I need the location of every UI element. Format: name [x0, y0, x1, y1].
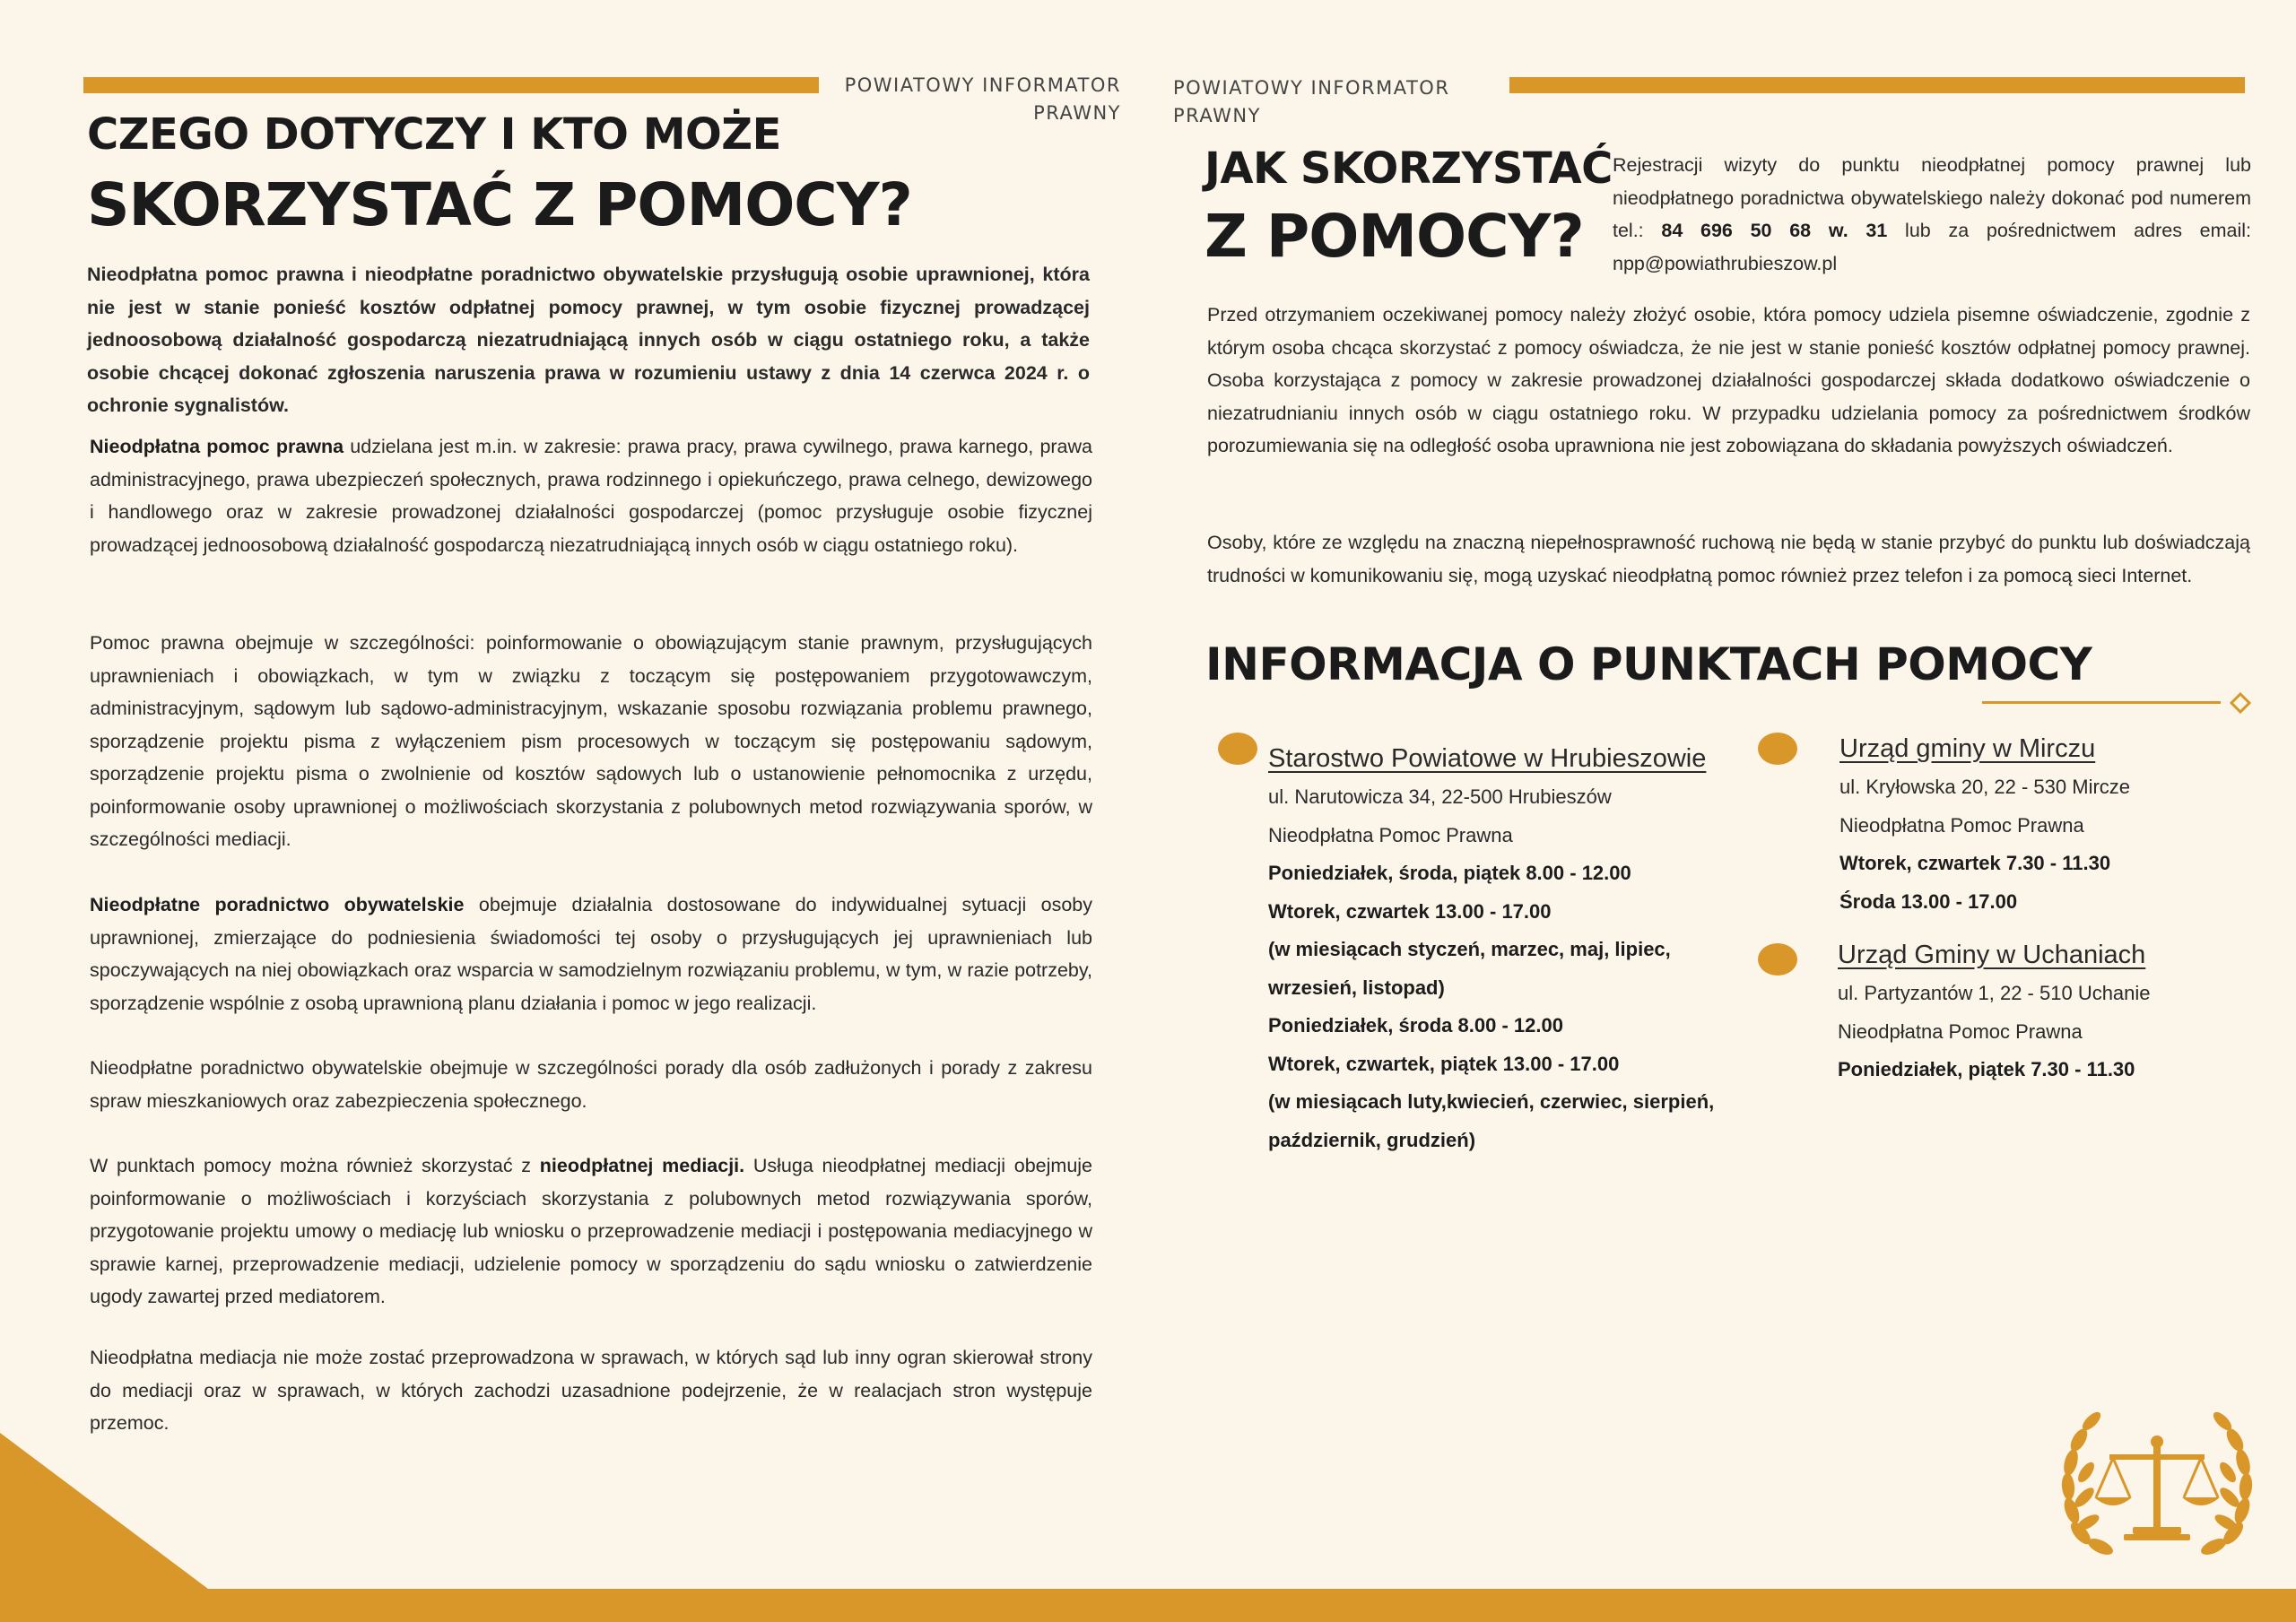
- point-hours-line: październik, grudzień): [1268, 1128, 1476, 1151]
- registration-phone: 84 696 50 68 w. 31: [1661, 220, 1888, 241]
- point-hours-line: Wtorek, czwartek, piątek 13.00 - 17.00: [1268, 1052, 1620, 1075]
- scales-of-justice-laurel-icon: [2054, 1399, 2260, 1578]
- point-hours-line: Poniedziałek, środa, piątek 8.00 - 12.00: [1268, 862, 1631, 884]
- right-title-line1: JAK SKORZYSTAĆ: [1205, 143, 1613, 194]
- citizen-advice-lead: Nieodpłatne poradnictwo obywatelskie: [90, 894, 465, 915]
- point-uchanie: [1838, 935, 2268, 1089]
- left-paragraph-mediation-limits: Nieodpłatna mediacja nie może zostać przeprowadzona w sprawach, w których sąd lub inny ogran skierował strony do mediacji oraz w sprawach, w których zachodzi uzasadnione podejrzenie, że w realacjach stron występuje przemoc.: [90, 1347, 1092, 1434]
- point-hours-line: (w miesiącach luty,kwiecień, czerwiec, sierpień,: [1268, 1090, 1715, 1113]
- point-mircze: [1839, 729, 2270, 921]
- left-title-line2: SKORZYSTAĆ Z POMOCY?: [87, 170, 912, 239]
- left-top-bar: [83, 77, 819, 93]
- left-title-line1: CZEGO DOTYCZY I KTO MOŻE: [87, 109, 781, 160]
- brand-left: POWIATOWY INFORMATOR PRAWNY: [844, 74, 1121, 124]
- point-hours-line: Poniedziałek, piątek 7.30 - 11.30: [1838, 1058, 2135, 1080]
- right-top-bar: [1509, 77, 2245, 93]
- point-name[interactable]: Starostwo Powiatowe w Hrubieszowie: [1268, 744, 1707, 773]
- point-hours-line: Poniedziałek, środa 8.00 - 12.00: [1268, 1014, 1563, 1037]
- point-bullet-mircze: [1758, 733, 1797, 765]
- point-hours-line: Wtorek, czwartek 7.30 - 11.30: [1839, 852, 2111, 874]
- point-address: ul. Kryłowska 20, 22 - 530 Mircze: [1839, 776, 2131, 798]
- point-hours-line: Środa 13.00 - 17.00: [1839, 889, 2018, 913]
- point-name[interactable]: Urząd Gminy w Uchaniach: [1838, 941, 2146, 969]
- brand-right: POWIATOWY INFORMATOR PRAWNY: [1173, 77, 1450, 126]
- point-kind: Nieodpłatna Pomoc Prawna: [1268, 823, 1513, 846]
- point-bullet-hrubieszow: [1218, 733, 1257, 765]
- left-paragraph-mediation: W punktach pomocy można również skorzystać z nieodpłatnej mediacji. Usługa nieodpłatnej mediacji obejmuje poinformowanie o możliwościach i korzyściach skorzystania z polubownych metod rozwiązywania sporów, przygotowanie projektu umowy o mediację lub wniosku o przeprowadzenie mediacji i postępowania mediacyjnego w sprawie karnej, przeprowadzenie mediacji, udzielenie pomocy w sporządzeniu do sądu wniosku o zatwierdzenie ugody zawartej przed mediatorem.: [90, 1155, 1093, 1307]
- right-title-line2: Z POMOCY?: [1205, 202, 1584, 271]
- right-paragraph-statement: Przed otrzymaniem oczekiwanej pomocy należy złożyć osobie, która pomocy udziela pisemne oświadczenie, zgodnie z którym osoba chcąca skorzystać z pomocy oświadcza, że nie jest w stanie ponieść kosztów odpłatnej pomocy prawnej. Osoba korzystająca z pomocy w zakresie prowadzonej działalności gospodarczej składa dodatkowo oświadczenie o niezatrudnianiu innych osób w ciągu ostatniego roku. W przypadku udzielania pomocy za pośrednictwem środków porozumiewania się na odległość osoba uprawniona nie jest zobowiązana do składania powyższych oświadczeń.: [1207, 304, 2250, 456]
- diamond-icon: [2230, 692, 2251, 714]
- left-paragraph-scope: Pomoc prawna obejmuje w szczególności: poinformowanie o obowiązującym stanie prawnym, przysługujących uprawnieniach i obowiązkach, w tym w związku z toczącym się postępowaniem przygotowawczym, administracyjnym, sądowym lub sądowo-administracyjnym, wskazanie sposobu rozwiązania problemu prawnego, sporządzenie projektu pisma z wyłączeniem pism procesowych w toczącym się postępowaniu sądowym, sporządzenie projektu pisma o zwolnienie od kosztów sądowych lub o ustanowienie pełnomocnika z urzędu, poinformowanie osoby uprawnionej o możliwościach skorzystania z polubownych metod rozwiązywania sporów, w szczególności mediacji.: [90, 632, 1092, 850]
- left-paragraph-citizen-advice: Nieodpłatne poradnictwo obywatelskie obejmuje działalnia dostosowane do indywidualnej sytuacji osoby uprawnionej, zmierzające do podniesienia świadomości tej osoby o przysługujących jej uprawnieniach lub spoczywających na niej obowiązkach oraz wsparcia w samodzielnym rozwiązaniu problemu, w tym, w razie potrzeby, sporządzenie wspólnie z osobą uprawnioną planu działania i pomoc w jego realizacji.: [90, 894, 1092, 1014]
- point-hours-line: (w miesiącach styczeń, marzec, maj, lipiec,: [1268, 938, 1671, 960]
- legal-aid-lead: Nieodpłatna pomoc prawna: [90, 436, 344, 457]
- point-kind: Nieodpłatna Pomoc Prawna: [1838, 1019, 2083, 1043]
- point-hours-line: Wtorek, czwartek 13.00 - 17.00: [1268, 899, 1552, 923]
- point-bullet-uchanie: [1758, 943, 1797, 976]
- bottom-bar: [0, 1589, 2296, 1622]
- corner-triangle: [0, 1433, 215, 1594]
- right-paragraph-remote-help: Osoby, które ze względu na znaczną niepełnosprawność ruchową nie będą w stanie przybyć do punktu lub doświadczają trudności w komunikowaniu się, mogą uzyskać nieodpłatną pomoc również przez telefon i za pomocą sieci Internet.: [1207, 532, 2250, 586]
- point-hrubieszow: [1268, 739, 1752, 1159]
- point-kind: Nieodpłatna Pomoc Prawna: [1839, 813, 2084, 837]
- left-paragraph-debt-advice: Nieodpłatne poradnictwo obywatelskie obejmuje w szczególności porady dla osób zadłużonych i porady z zakresu spraw mieszkaniowych oraz zabezpieczenia społecznego.: [90, 1057, 1092, 1112]
- point-name[interactable]: Urząd gminy w Mirczu: [1839, 734, 2096, 763]
- registration-email[interactable]: npp@powiathrubieszow.pl: [1613, 252, 1838, 274]
- point-address: ul. Narutowicza 34, 22-500 Hrubieszów: [1268, 785, 1612, 808]
- mediation-bold: nieodpłatnej mediacji.: [539, 1155, 745, 1176]
- left-paragraph-legal-aid: Nieodpłatna pomoc prawna udzielana jest m.in. w zakresie: prawa pracy, prawa cywilnego, prawa karnego, prawa administracyjnego, prawa ubezpieczeń społecznych, prawa rodzinnego i opiekuńczego, prawa celnego, dewizowego i handlowego oraz w zakresie prowadzonej działalności gospodarczej (pomoc przysługuje osobie fizycznej prowadzącej jednoosobową działalność gospodarczą niezatrudniającą innych osób w ciągu ostatniego roku).: [90, 436, 1092, 556]
- info-divider: [1982, 701, 2221, 704]
- left-intro: Nieodpłatna pomoc prawna i nieodpłatne poradnictwo obywatelskie przysługują osobie uprawnionej, która nie jest w stanie ponieść kosztów odpłatnej pomocy prawnej, w tym osobie fizycznej prowadzącej jednoosobową działalność gospodarczą niezatrudniającą innych osób w ciągu ostatniego roku, a także osobie chcącej dokonać zgłoszenia naruszenia prawa w rozumieniu ustawy z dnia 14 czerwca 2024 r. o ochronie sygnalistów.: [87, 264, 1090, 416]
- info-title: INFORMACJA O PUNKTACH POMOCY: [1205, 638, 2092, 690]
- point-hours-line: wrzesień, listopad): [1268, 976, 1445, 999]
- point-address: ul. Partyzantów 1, 22 - 510 Uchanie: [1838, 982, 2151, 1004]
- registration-info: Rejestracji wizyty do punktu nieodpłatnej pomocy prawnej lub nieodpłatnego poradnictwa obywatelskiego należy dokonać pod numerem tel.: 84 696 50 68 w. 31 lub za pośrednictwem adres email: npp@powiathrubieszow.pl: [1613, 154, 2251, 274]
